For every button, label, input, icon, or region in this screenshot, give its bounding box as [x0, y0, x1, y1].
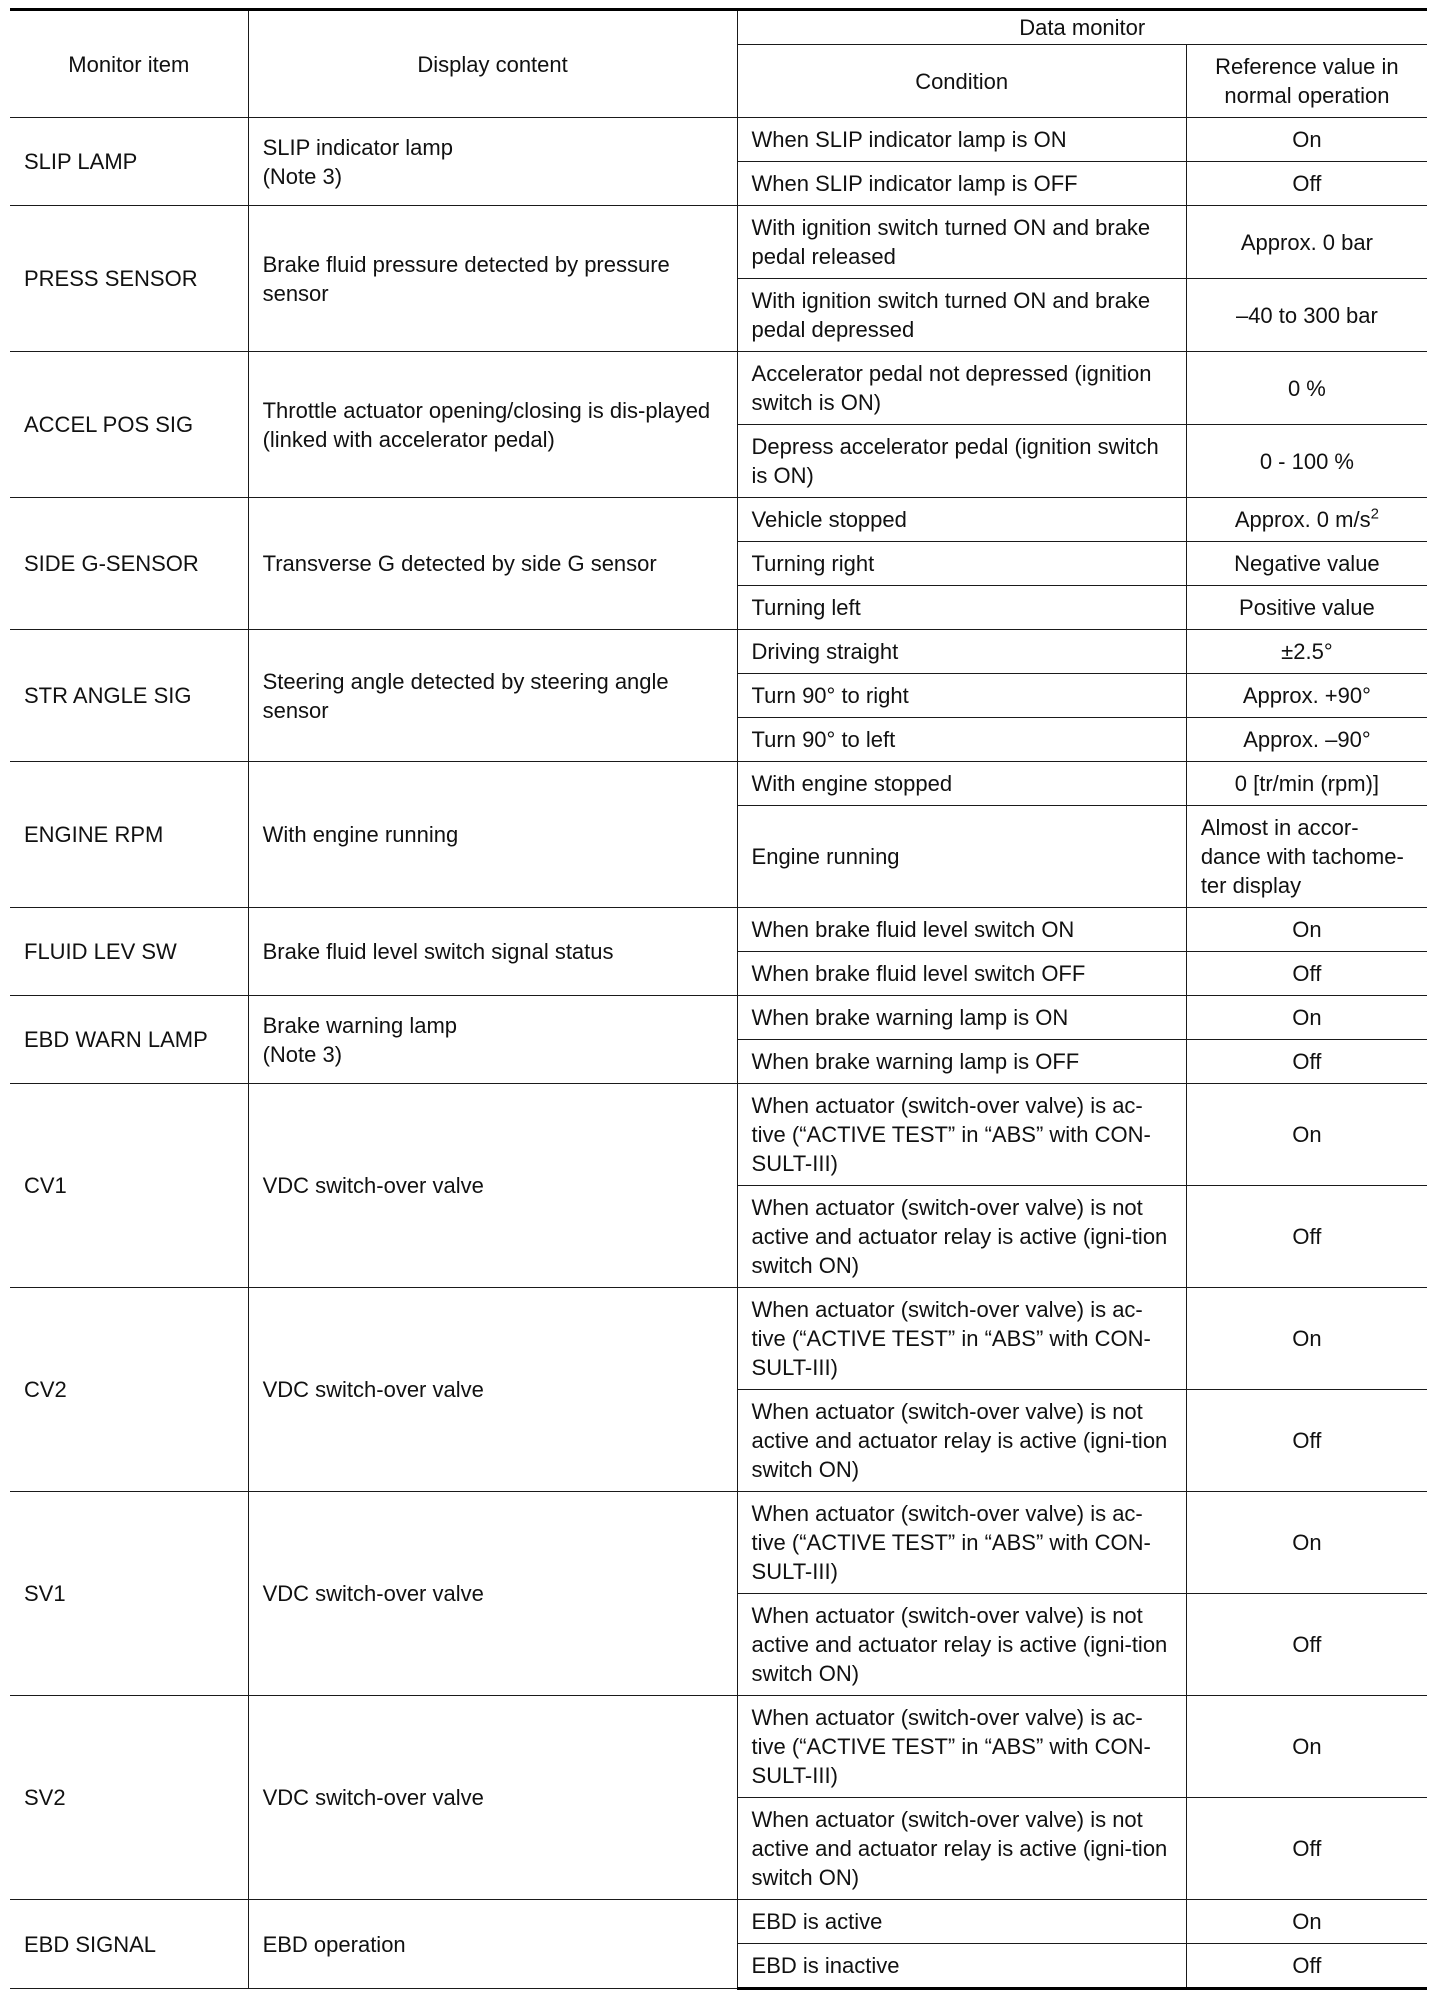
- reference-value-cell: [1186, 118, 1427, 162]
- reference-value-cell: [1186, 1084, 1427, 1186]
- reference-value-cell: [1186, 352, 1427, 425]
- table-row: [10, 118, 1427, 162]
- reference-value-text: –40 to 300 bar: [1235, 302, 1378, 328]
- condition-cell: When actuator (switch-over valve) is ac-tive (“ACTIVE TEST” in “ABS” with CON-SULT-III): [737, 1696, 1186, 1798]
- reference-value-text: Off: [1292, 1953, 1322, 1978]
- monitor-item-cell: SV2: [10, 1696, 248, 1900]
- condition-cell: When actuator (switch-over valve) is not active and actuator relay is active (igni-tion switch ON): [737, 1798, 1186, 1900]
- reference-value-text: On: [1292, 127, 1322, 152]
- reference-value-text: Off: [1292, 1224, 1322, 1249]
- monitor-item-cell: SIDE G-SENSOR: [10, 498, 248, 630]
- condition-cell: With ignition switch turned ON and brake pedal depressed: [737, 279, 1186, 352]
- reference-value-cell: [1186, 498, 1427, 542]
- reference-value-text: Off: [1292, 1836, 1322, 1861]
- condition-cell: When SLIP indicator lamp is ON: [737, 118, 1186, 162]
- condition-cell: EBD is active: [737, 1900, 1186, 1944]
- reference-value-cell: [1186, 1900, 1427, 1944]
- reference-value-text: On: [1292, 1530, 1322, 1555]
- display-content-cell: Steering angle detected by steering angle sensor: [248, 630, 737, 762]
- reference-value-text: On: [1292, 1734, 1322, 1759]
- monitor-item-cell: ENGINE RPM: [10, 762, 248, 908]
- reference-value-cell: [1186, 1944, 1427, 1989]
- table-row: [10, 206, 1427, 279]
- condition-cell: Driving straight: [737, 630, 1186, 674]
- reference-value-text: ±2.5°: [1281, 639, 1333, 664]
- display-content-cell: Brake fluid pressure detected by pressure sensor: [248, 206, 737, 352]
- table-row: [10, 1900, 1427, 1944]
- reference-value-cell: [1186, 630, 1427, 674]
- monitor-item-cell: FLUID LEV SW: [10, 908, 248, 996]
- header-reference-value: Reference value in normal operation: [1186, 45, 1427, 118]
- header-display-content: Display content: [248, 10, 737, 118]
- condition-cell: When actuator (switch-over valve) is not active and actuator relay is active (igni-tion switch ON): [737, 1390, 1186, 1492]
- monitor-item-cell: PRESS SENSOR: [10, 206, 248, 352]
- reference-value-text: Off: [1292, 171, 1322, 196]
- monitor-item-cell: CV2: [10, 1288, 248, 1492]
- reference-value-cell: [1186, 425, 1427, 498]
- display-content-cell: EBD operation: [248, 1900, 737, 1989]
- reference-value-text: Off: [1292, 1428, 1322, 1453]
- reference-value-text: On: [1292, 1909, 1322, 1934]
- reference-value-cell: [1186, 1696, 1427, 1798]
- table-row: [10, 762, 1427, 806]
- table-row: [10, 1288, 1427, 1390]
- reference-value-cell: [1186, 586, 1427, 630]
- condition-cell: EBD is inactive: [737, 1944, 1186, 1989]
- reference-value-text: Positive value: [1239, 595, 1375, 620]
- reference-value-cell: [1186, 1288, 1427, 1390]
- reference-value-cell: [1186, 1492, 1427, 1594]
- reference-value-text: Almost in accor-dance with tachome-ter display: [1200, 815, 1404, 898]
- reference-value-text: 0 %: [1287, 375, 1326, 401]
- condition-cell: Turn 90° to right: [737, 674, 1186, 718]
- condition-cell: When actuator (switch-over valve) is not active and actuator relay is active (igni-tion switch ON): [737, 1186, 1186, 1288]
- display-content-cell: SLIP indicator lamp (Note 3): [248, 118, 737, 206]
- monitor-item-cell: ACCEL POS SIG: [10, 352, 248, 498]
- display-content-cell: Transverse G detected by side G sensor: [248, 498, 737, 630]
- reference-value-cell: [1186, 1594, 1427, 1696]
- table-row: [10, 498, 1427, 542]
- reference-value-text: On: [1292, 1326, 1322, 1351]
- reference-value-text: Approx. 0 m/s: [1234, 507, 1371, 532]
- reference-value-cell: [1186, 1186, 1427, 1288]
- condition-cell: Vehicle stopped: [737, 498, 1186, 542]
- display-content-cell: With engine running: [248, 762, 737, 908]
- reference-value-cell: [1186, 806, 1427, 908]
- reference-value-cell: [1186, 1040, 1427, 1084]
- display-content-cell: Brake warning lamp (Note 3): [248, 996, 737, 1084]
- monitor-item-cell: STR ANGLE SIG: [10, 630, 248, 762]
- monitor-item-cell: CV1: [10, 1084, 248, 1288]
- header-data-monitor: Data monitor: [737, 10, 1427, 45]
- reference-value-text: Off: [1292, 1049, 1322, 1074]
- table-row: [10, 996, 1427, 1040]
- table-row: [10, 908, 1427, 952]
- header-monitor-item: Monitor item: [10, 10, 248, 118]
- reference-value-cell: [1186, 674, 1427, 718]
- condition-cell: When actuator (switch-over valve) is ac-tive (“ACTIVE TEST” in “ABS” with CON-SULT-III): [737, 1084, 1186, 1186]
- reference-value-cell: [1186, 206, 1427, 279]
- reference-value-cell: [1186, 952, 1427, 996]
- header-condition: Condition: [737, 45, 1186, 118]
- table-body: [10, 118, 1427, 1989]
- condition-cell: When actuator (switch-over valve) is ac-tive (“ACTIVE TEST” in “ABS” with CON-SULT-III): [737, 1492, 1186, 1594]
- monitor-item-cell: EBD WARN LAMP: [10, 996, 248, 1084]
- display-content-cell: Brake fluid level switch signal status: [248, 908, 737, 996]
- reference-value-text: Off: [1292, 1632, 1322, 1657]
- condition-cell: With engine stopped: [737, 762, 1186, 806]
- monitor-item-cell: SLIP LAMP: [10, 118, 248, 206]
- monitor-item-cell: SV1: [10, 1492, 248, 1696]
- reference-value-text: Approx. 0 bar: [1240, 229, 1373, 255]
- reference-value-superscript: 2: [1370, 505, 1379, 523]
- condition-cell: Turning left: [737, 586, 1186, 630]
- condition-cell: When brake warning lamp is OFF: [737, 1040, 1186, 1084]
- reference-value-cell: [1186, 908, 1427, 952]
- display-content-cell: VDC switch-over valve: [248, 1288, 737, 1492]
- condition-cell: When brake fluid level switch ON: [737, 908, 1186, 952]
- table-row: [10, 352, 1427, 425]
- condition-cell: Engine running: [737, 806, 1186, 908]
- reference-value-text: On: [1292, 1005, 1322, 1030]
- condition-cell: When SLIP indicator lamp is OFF: [737, 162, 1186, 206]
- condition-cell: Turn 90° to left: [737, 718, 1186, 762]
- reference-value-text: Off: [1292, 961, 1322, 986]
- reference-value-cell: [1186, 996, 1427, 1040]
- display-content-cell: VDC switch-over valve: [248, 1084, 737, 1288]
- reference-value-text: On: [1292, 917, 1322, 942]
- reference-value-cell: [1186, 542, 1427, 586]
- table-row: [10, 1492, 1427, 1594]
- condition-cell: Accelerator pedal not depressed (ignition switch is ON): [737, 352, 1186, 425]
- reference-value-text: Negative value: [1234, 551, 1380, 576]
- table-row: [10, 1084, 1427, 1186]
- reference-value-cell: [1186, 162, 1427, 206]
- condition-cell: Depress accelerator pedal (ignition switch is ON): [737, 425, 1186, 498]
- reference-value-text: On: [1292, 1122, 1322, 1147]
- reference-value-text: 0 [tr/min (rpm)]: [1234, 771, 1380, 796]
- reference-value-cell: [1186, 1390, 1427, 1492]
- header-row-top: [10, 10, 1427, 45]
- reference-value-cell: [1186, 279, 1427, 352]
- condition-cell: When brake warning lamp is ON: [737, 996, 1186, 1040]
- monitor-item-cell: EBD SIGNAL: [10, 1900, 248, 1989]
- reference-value-cell: [1186, 1798, 1427, 1900]
- reference-value-text: Approx. –90°: [1243, 727, 1371, 752]
- display-content-cell: Throttle actuator opening/closing is dis-played (linked with accelerator pedal): [248, 352, 737, 498]
- display-content-cell: VDC switch-over valve: [248, 1492, 737, 1696]
- reference-value-cell: [1186, 718, 1427, 762]
- reference-value-cell: [1186, 762, 1427, 806]
- table-row: [10, 1696, 1427, 1798]
- condition-cell: When brake fluid level switch OFF: [737, 952, 1186, 996]
- condition-cell: With ignition switch turned ON and brake pedal released: [737, 206, 1186, 279]
- condition-cell: When actuator (switch-over valve) is ac-tive (“ACTIVE TEST” in “ABS” with CON-SULT-III): [737, 1288, 1186, 1390]
- data-monitor-table: [10, 8, 1427, 1990]
- condition-cell: Turning right: [737, 542, 1186, 586]
- reference-value-text: 0 - 100 %: [1259, 448, 1354, 474]
- table-row: [10, 630, 1427, 674]
- condition-cell: When actuator (switch-over valve) is not active and actuator relay is active (igni-tion switch ON): [737, 1594, 1186, 1696]
- reference-value-text: Approx. +90°: [1242, 683, 1371, 708]
- display-content-cell: VDC switch-over valve: [248, 1696, 737, 1900]
